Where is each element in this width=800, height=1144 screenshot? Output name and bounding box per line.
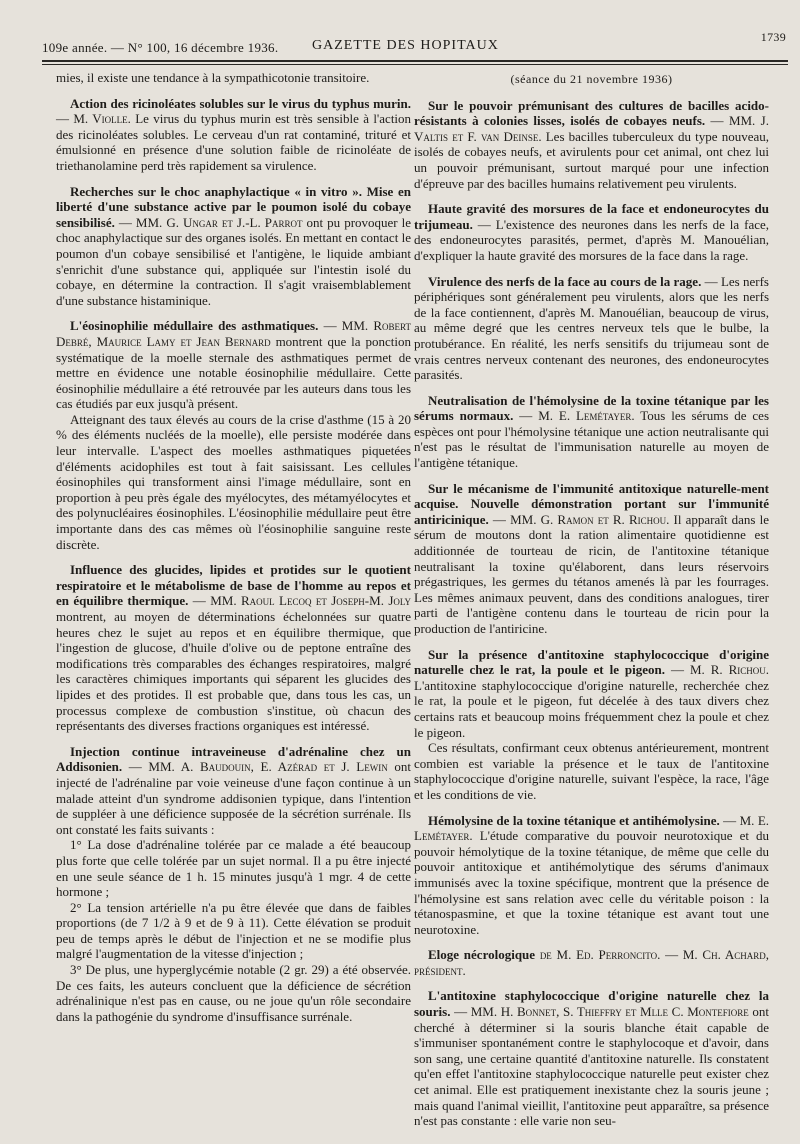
list-item: 1° La dose d'adrénaline tolérée par ce malade a été beaucoup plus forte que celle tolérée par un sujet normal. Il a pu être injecté en une seule séance de 1 h. 15 minutes jusqu'à 1 mgr. 4 de cette hormone ; [56, 837, 411, 900]
article-text: ont pu provoquer le choc anaphylactique sur des organes isolés. En mettant en contact le poumon d'un cobaye sensibilisé et l'antigène, le liquide ambiant s'enrichit d'une substance qui, appliquée sur l'intestin isolé du cobaye, en détermine la contraction. Il s'agit vraisemblablement d'une substance histaminique. [56, 214, 412, 308]
left-column [56, 70, 411, 1024]
article: Haute gravité des morsures de la face et endoneurocytes du trijumeau. — L'existence des neurones dans les nerfs de la face, des endoneurocytes parasités, permet, d'après M. Manouélian, d'expliquer la haute gravité des morsures de la face dans la rage. [414, 201, 770, 263]
article-text: montrent, au moyen de déterminations échelonnées sur quatre heures chez le sujet au repos et en équilibre thermique, que l'ingestion de glucose, d'huile d'olive ou de peptone entraîne des modifications très comparables des échanges respiratoires, malgré les caractères chimiques importants qui séparent les glucides des lipides et des protides. Il est probable que, dans tous les cas, un processus complexe de combustion s'institue, où chacun des représentants des diverses fractions organiques est intéressé. [56, 609, 411, 734]
article-authors: MM. Raoul Lecoq et Joseph-M. Joly [210, 593, 411, 609]
article-authors: de M. Ed. Perroncito. — M. Ch. Achard, président. [414, 947, 770, 978]
article-title: Sur le pouvoir prémunisant des cultures de bacilles acido-résistants à colonies lisses, isolés de cobayes neufs. [414, 97, 769, 129]
article: Injection continue intraveineuse d'adrénaline chez un Addisonien. — MM. A. Baudouin, E. Azérad et J. Lewin ont injecté de l'adrénaline par voie veineuse d'une façon continue à un malade atteint d'un syndrome addisonien typique, dans l'intention de suppléer à une déficience supposée de la sécrétion surrénale. Ils ont constaté les faits suivants : 1° La dose d'adrénaline tolérée par ce malade a été beaucoup plus forte que celle tolérée par un sujet normal. Il a pu être injecté en une seule séance de 1 h. 15 minutes jusqu'à 1 mgr. 4 de cette hormone ; 2° La tension artérielle n'a pu être élevée que dans de faibles proportions (de 7 1/2 à 9 et de 9 à 11). Cette élévation se produit peu de temps après le début de l'injection et ne se modifie plus malgré l'augmentation de la vitesse d'injection ; 3° De plus, une hyperglycémie notable (2 gr. 29) a été observée. De ces faits, les auteurs concluent que la déficience de sécrétion adrénalinique n'est pas en cause, ou ne joue qu'un rôle secondaire dans la pathogénie du syndrome d'insuffisance surrénale. [56, 743, 412, 1024]
article-authors: MM. G. Ramon et R. Richou. [510, 511, 670, 527]
session-heading: (séance du 21 novembre 1936) [510, 72, 673, 86]
article: Sur la présence d'antitoxine staphylococcique d'origine naturelle chez le rat, la poule et le pigeon. — M. R. Richou. L'antitoxine staphylococcique d'origine naturelle, recherchée chez le rat, la poule et le pigeon, fut décelée à des taux divers chez certains rats et beaucoup moins fréquemment chez la poule et chez le pigeon. Ces résultats, confirmant ceux obtenus antérieurement, montrent combien est variable la présence et le taux de l'antitoxine staphylococcique d'origine naturelle, suivant l'espèce, la race, l'âge et les conditions de vie. [414, 646, 770, 802]
header-rule-thin [42, 64, 788, 65]
article: Hémolysine de la toxine tétanique et antihémolysine. — M. E. Lemétayer. L'étude comparative du pouvoir neurotoxique et du pouvoir hémolytique de la toxine tétanique, de même que celle du pouvoir antitoxique et antihémolytique des sérums d'animaux immunisés avec la toxine spécifique, montrent que la présence de l'hémolysine est sans relation avec celle du véritable poison : la tétanospasmine, et que la toxine tétanique est avant tout une neurotoxine. [414, 812, 770, 937]
article-title: Recherches sur le choc anaphylactique « in vitro ». Mise en liberté d'une substance active par le poumon isolé du cobaye sensibilisé. [56, 183, 411, 230]
article-authors: MM. G. Ungar et J.-L. Parrot [135, 214, 303, 230]
article-authors: M. R. Richou. [689, 662, 770, 678]
article-title: Virulence des nerfs de la face au cours de la rage. [428, 273, 702, 289]
article-title: L'antitoxine staphylococcique d'origine naturelle chez la souris. [414, 988, 769, 1020]
article: Virulence des nerfs de la face au cours de la rage. — Les nerfs périphériques sont généralement peu virulents, alors que les nerfs de la face contiennent, d'après M. Manouélian, beaucoup de virus, au même degré que les centres nerveux tels que le bulbe, la protubérance. En réalité, les nerfs sensitifs du trijumeau sont de vrais centres nerveux contenant des neurones, des endoneurocytes parasités. [414, 273, 769, 383]
article-title: Neutralisation de l'hémolysine de la toxine tétanique par les sérums normaux. [414, 392, 769, 424]
article: L'antitoxine staphylococcique d'origine naturelle chez la souris. — MM. H. Bonnet, S. Thieffry et Mlle C. Montefiore ont cherché à déterminer si la souris blanche était capable de s'immuniser spontanément contre le staphylocoque et d'avoir, dans son sang, une certaine quantité d'antitoxine naturelle. Ils constatent qu'en effet l'antitoxine staphylococcique naturelle peut exister chez cet animal. Elle est pratiquement inexistante chez la souris jeune ; mais quand l'animal vieillit, l'antitoxine peut apparaître, sa présence n'est pas constante : elle varie non seu- [414, 988, 770, 1129]
article [414, 947, 769, 978]
header-rule [42, 60, 788, 62]
list-item: 3° De plus, une hyperglycémie notable (2 gr. 29) a été observée. De ces faits, les auteurs concluent que la déficience de sécrétion adrénalinique n'est pas en cause, ou ne joue qu'un rôle secondaire dans la pathogénie du syndrome d'insuffisance surrénale. [56, 962, 411, 1024]
article-title: Hémolysine de la toxine tétanique et antihémolysine. [428, 812, 720, 828]
article-authors: M. E. Lemétayer. [414, 812, 770, 844]
article-title: Sur la présence d'antitoxine staphylococcique d'origine naturelle chez le rat, la poule et le pigeon. [414, 646, 769, 678]
article-authors: MM. H. Bonnet, S. Thieffry et Mlle C. Montefiore [470, 1004, 749, 1020]
article: Neutralisation de l'hémolysine de la toxine tétanique par les sérums normaux. — M. E. Lemétayer. Tous les sérums de ces espèces ont pour l'hémolysine tétanique une action neutralisante qui n'est pas le résultat de l'immunisation naturelle au moyen de l'antigène tétanique. [414, 392, 770, 471]
article-text: L'existence des neurones dans les nerfs de la face, des endoneurocytes parasités, permet, d'après M. Manouélian, d'expliquer la haute gravité des morsures de la face dans la rage. [414, 216, 770, 263]
article-authors: MM. Robert Debré, Maurice Lamy et Jean Bernard [56, 318, 412, 349]
article-text: L'étude comparative du pouvoir neurotoxique et du pouvoir hémolytique de la toxine tétanique, de même que celle du pouvoir antitoxique et antihémolytique des sérums d'animaux immunisés avec la toxine spécifique, montrent que la présence de l'hémolysine est sans relation avec celle du véritable poison : la tétanospasmine, et que la toxine tétanique est avant tout une neurotoxine. [414, 828, 769, 937]
article-title: Sur le mécanisme de l'immunité antitoxique naturelle-ment acquise. Nouvelle démonstration portant sur l'immunité antiricinique. [414, 480, 769, 527]
article-text: Le virus du typhus murin est très sensible à l'action des ricinoléates solubles. Le cerveau d'un rat contaminé, trituré et émulsionné en présence d'une solution faible de ricinoléate de triethanolamine perd très rapidement sa virulence. [56, 111, 412, 173]
article-authors: M. E. Lemétayer. [538, 408, 635, 424]
article-text: Tous les sérums de ces espèces ont pour l'hémolysine tétanique une action neutralisante qui n'est pas le résultat de l'immunisation naturelle au moyen de l'antigène tétanique. [414, 408, 770, 471]
article-title: Haute gravité des morsures de la face et endoneurocytes du trijumeau. [414, 201, 769, 232]
page-number: 1739 [760, 30, 786, 44]
article-text: montrent que la ponction systématique de la moelle sternale des asthmatiques permet de mettre en évidence une notable éosinophilie médullaire. Cette éosinophilie médullaire a été retrouvée par les auteurs dans tous les cas étudiés par eux jusqu'à présent. [56, 333, 411, 412]
article: L'éosinophilie médullaire des asthmatiques. — MM. Robert Debré, Maurice Lamy et Jean Bernard montrent que la ponction systématique de la moelle sternale des asthmatiques permet de mettre en évidence une notable éosinophilie médullaire. Cette éosinophilie médullaire a été retrouvée par les auteurs dans tous les cas étudiés par eux jusqu'à présent. Atteignant des taux élevés au cours de la crise d'asthme (15 à 20 % des éléments nucléés de la moelle), elle persiste modérée dans leur intervalle. L'aspect des moelles asthmatiques piquetées d'éléments acidophiles est tout à fait saisissant. Les cellules éosinophiles qui transforment ainsi l'image médullaire, sont en proportion à peu près égale des myélocytes, des métamyélocytes et des polynucléaires éosinophiles. L'éosinophilie médullaire peut être importante dans des cas mêmes où l'éosinophilie sanguine reste discrète. [56, 318, 412, 552]
article-text: Ces résultats, confirmant ceux obtenus antérieurement, montrent combien est variable la présence et le taux de l'antitoxine staphylococcique d'origine naturelle, suivant l'espèce, la race, l'âge et les conditions de vie. [414, 740, 769, 802]
journal-title: GAZETTE DES HOPITAUX [312, 38, 499, 53]
article-title: Injection continue intraveineuse d'adrénaline chez un Addisonien. [56, 743, 411, 775]
running-header [42, 30, 790, 56]
article: Sur le pouvoir prémunisant des cultures de bacilles acido-résistants à colonies lisses, isolés de cobayes neufs. — MM. J. Valtis et F. van Deinse. Les bacilles tuberculeux du type nouveau, isolés de cobayes neufs, et avirulents pour cet animal, ont chez lui un pouvoir prémunisant, surtout marqué pour une infection d'épreuve par des bacilles humains relativement peu virulents. [414, 97, 770, 191]
article-title: Action des ricinoléates solubles sur le virus du typhus murin. [70, 95, 411, 111]
article-text: Les nerfs périphériques sont généralement peu virulents, alors que les nerfs de la face contiennent, d'après M. Manouélian, beaucoup de virus, au même degré que les centres nerveux tels que le bulbe, la protubérance. En réalité, les nerfs sensitifs du trijumeau sont de vrais centres nerveux contenant des neurones, des endoneurocytes parasités. [414, 273, 769, 383]
article: Action des ricinoléates solubles sur le virus du typhus murin. — M. Violle. Le virus du typhus murin est très sensible à l'action des ricinoléates solubles. Le cerveau d'un rat contaminé, trituré et émulsionné en présence d'une solution faible de ricinoléate de triethanolamine perd très rapidement sa virulence. [56, 95, 412, 173]
right-column [414, 72, 769, 1129]
list-item: 2° La tension artérielle n'a pu être élevée que dans de faibles proportions (de 7 1/2 à 9 et de 9 à 11). Cette élévation se produit peu de temps après le début de l'injection et ne se modifie plus malgré l'augmentation de la vitesse d'injection ; [56, 899, 411, 962]
issue-line: 109e année. — N° 100, 16 décembre 1936. [42, 40, 279, 55]
article: Sur le mécanisme de l'immunité antitoxique naturelle-ment acquise. Nouvelle démonstration portant sur l'immunité antiricinique. — MM. G. Ramon et R. Richou. Il apparaît dans le sérum de moutons dont la ration alimentaire quotidienne est additionnée de tourteau de ricin, de l'antitoxine tétanique neutralisant la toxine qu'élaborent, dans leurs réservoirs prégastriques, les germes du tétanos amenés là par les fourrages. Les mêmes animaux peuvent, dans des conditions analogues, tirer parti de l'antigène contenu dans le tourteau de ricin pour la production de l'antiricine. [414, 480, 770, 636]
article-authors: M. Violle. [73, 111, 131, 127]
article-title: L'éosinophilie médullaire des asthmatiques. [70, 318, 319, 334]
article-text: Il apparaît dans le sérum de moutons dont la ration alimentaire quotidienne est additionnée de tourteau de ricin, de l'antitoxine tétanique neutralisant la toxine qu'élaborent, dans leurs réservoirs prégastriques, les germes du tétanos amenés là par les fourrages. Les mêmes animaux peuvent, dans des conditions analogues, tirer parti de l'antigène contenu dans le tourteau de ricin pour la production de l'antiricine. [414, 511, 770, 636]
article-authors: MM. J. Valtis et F. van Deinse. [414, 113, 769, 144]
article-title: Influence des glucides, lipides et protides sur le quotient respiratoire et le métabolisme de base de l'homme au repos et en équilibre thermique. [56, 562, 411, 609]
article-text: Les bacilles tuberculeux du type nouveau, isolés de cobayes neufs, et avirulents pour cet animal, ont chez lui un pouvoir prémunisant, surtout marqué pour une infection d'épreuve par des bacilles humains relativement peu virulents. [414, 128, 770, 191]
article: Influence des glucides, lipides et protides sur le quotient respiratoire et le métabolisme de base de l'homme au repos et en équilibre thermique. — MM. Raoul Lecoq et Joseph-M. Joly montrent, au moyen de déterminations échelonnées sur quatre heures chez le sujet au repos et en équilibre thermique, que l'ingestion de glucose, d'huile d'olive ou de peptone entraîne des modifications très comparables des échanges respiratoires, malgré les caractères chimiques importants qui séparent les glucides des lipides et des protides. Il est probable que, dans tous les cas, un processus complexe de combustion s'institue, où chacun des représentants des diverses fractions organiques est intéressé. [56, 562, 411, 734]
article-text: ont cherché à déterminer si la souris blanche était capable de s'immuniser spontanément contre le staphylocoque et d'avoir, dans son sang, une certaine quantité d'antitoxine naturelle. Ils constatent qu'en effet l'antitoxine staphylococcique naturelle peut exister chez cet animal. Elle est pratiquement inexistante chez la souris jeune ; mais quand l'animal vieillit, l'antitoxine peut apparaître, sa présence n'est pas constante : elle varie non seu- [414, 1004, 770, 1129]
article-authors: MM. A. Baudouin, E. Azérad et J. Lewin [148, 759, 388, 775]
article: Recherches sur le choc anaphylactique « in vitro ». Mise en liberté d'une substance active par le poumon isolé du cobaye sensibilisé. — MM. G. Ungar et J.-L. Parrot ont pu provoquer le choc anaphylactique sur des organes isolés. En mettant en contact le poumon d'un cobaye sensibilisé et l'antigène, le liquide ambiant s'enrichit d'une substance qui, appliquée sur l'intestin isolé du cobaye, en détermine la contraction. Il s'agit vraisemblablement d'une substance histaminique. [56, 183, 412, 308]
article-text: ont injecté de l'adrénaline par voie veineuse d'une façon continue à un malade atteint d'un syndrome addisonien typique, dans l'intention de suppléer à une déficience supposée de la sécrétion surrénale. Ils ont constaté les faits suivants : [56, 759, 412, 837]
continuation-text: mies, il existe une tendance à la sympathicotonie transitoire. [56, 70, 370, 85]
article-text: L'antitoxine staphylococcique d'origine naturelle, recherchée chez le rat, la poule et le pigeon, fut décelée à des taux divers chez certains rats et beaucoup moins fréquemment chez la poule et chez le pigeon. [414, 677, 769, 740]
article-title: Eloge nécrologique [428, 947, 536, 963]
article-text: Atteignant des taux élevés au cours de la crise d'asthme (15 à 20 % des éléments nucléés de la moelle), elle persiste modérée dans leur intervalle. L'aspect des moelles asthmatiques piquetées d'éléments acidophiles est tout à fait saisissant. Les cellules éosinophiles qui transforment ainsi l'image médullaire, sont en proportion à peu près égale des myélocytes, des métamyélocytes et des polynucléaires éosinophiles. L'éosinophilie médullaire peut être importante dans des cas mêmes où l'éosinophilie sanguine reste discrète. [56, 411, 411, 552]
